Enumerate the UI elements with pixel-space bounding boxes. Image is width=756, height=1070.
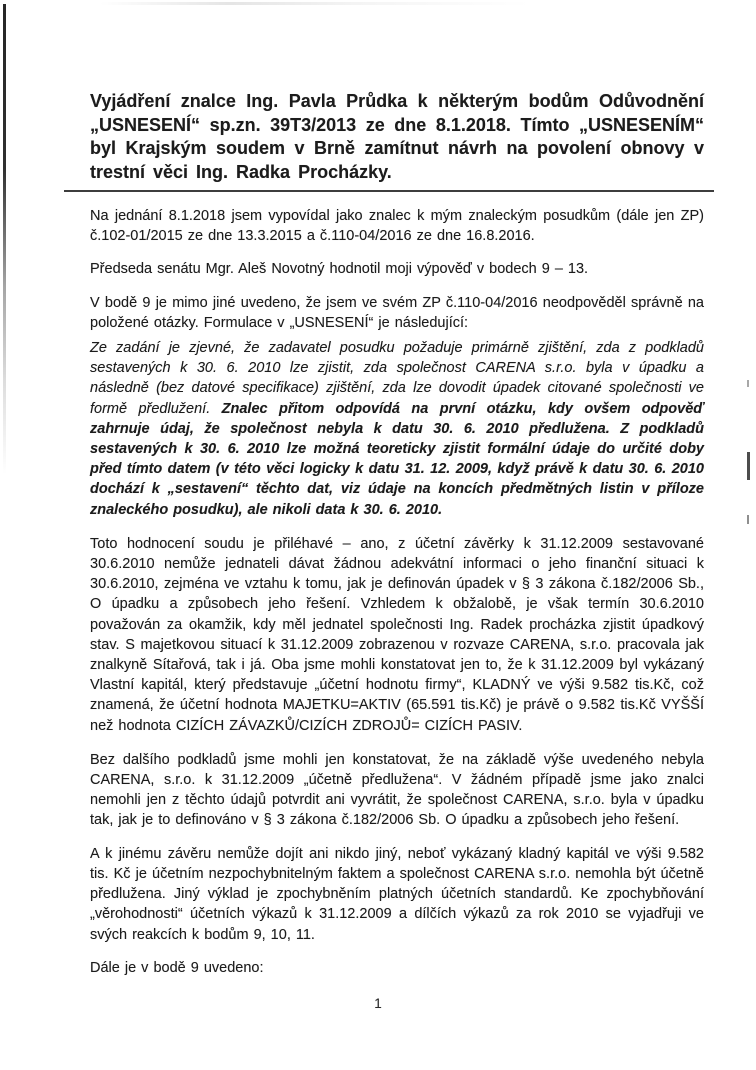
paragraph-no-further-documents: Bez dalšího podkladů jsme mohli jen konstatovat, že na základě výše uvedeného nebyla CARENA, s.r.o. k 31.12.2009 „účetně předlužena“. V žádném případě jsme jako znalci nemohli jen z těchto údajů potvrdit ani vyvrátit, že společnost CARENA, s.r.o. byla v úpadku tak, jak je to definováno v § 3 zákona č.182/2006 Sb. O úpadku a způsobech jeho řešení. (90, 751, 704, 829)
scan-artifact-right-dash-3 (747, 515, 749, 524)
paragraph-quoted-resolution (90, 338, 704, 520)
paragraph-point9-intro: V bodě 9 je mimo jiné uvedeno, že jsem ve svém ZP č.110-04/2016 neodpověděl správně na položené otázky. Formulace v „USNESENÍ“ je následující: (90, 294, 704, 331)
scan-artifact-right-dash-2 (747, 452, 750, 480)
paragraph-point9-further: Dále je v bodě 9 uvedeno: (90, 959, 264, 976)
heading-divider (64, 190, 714, 192)
paragraph-hearing-statement: Na jednání 8.1.2018 jsem vypovídal jako znalec k mým znaleckým posudkům (dále jen ZP) č.102-01/2015 ze dne 13.3.2015 a č.110-04/2016 ze dne 16.8.2016. (90, 208, 704, 245)
paragraph-presiding-judge: Předseda senátu Mgr. Aleš Novotný hodnotil moji výpověď v bodech 9 – 13. (90, 261, 589, 278)
scan-artifact-right-dash-1 (747, 380, 749, 387)
paragraph-court-assessment: Toto hodnocení soudu je přiléhavé – ano, z účetní závěrky k 31.12.2009 sestavované 30.6.2010 nemůže jednateli dávat žádnou adekvátní informaci o jeho finanční situaci k 30.6.2010, zejména ve vztahu k tomu, jak je definován úpadek v § 3 zákona č.182/2006 Sb., O úpadku a způsobech jeho řešení. Vzhledem k obžalobě, je však termín 30.6.2010 považován za okamžik, kdy měl jednatel společnosti Ing. Radek procházka zjistit úpadkový stav. S majetkovou situací k 31.12.2009 zobrazenou v rozvaze CARENA, s.r.o. pracovala jak znalkyně Sítařová, tak i já. Oba jsme mohli konstatovat jen to, že k 31.12.2009 byl vykázaný Vlastní kapitál, který představuje „účetní hodnotu firmy“, KLADNÝ ve výši 9.582 tis.Kč, což znamená, že účetní hodnota MAJETKU=AKTIV (65.591 tis.Kč) je právě o 9.582 tis.Kč VYŠŠÍ než hodnota CIZÍCH ZÁVAZKŮ/CIZÍCH ZDROJŮ= CIZÍCH PASIV. (90, 535, 704, 734)
page-number: 1 (374, 996, 382, 1011)
scan-artifact-top-smudge (100, 2, 530, 5)
document-body (90, 206, 704, 978)
quoted-resolution-bold-italic-part: Znalec přitom odpovídá na první otázku, kdy ovšem odpověď zahrnuje údaj, že společnost nebyla k datu 30. 6. 2010 předlužena. Z podkladů sestavených k 30. 6. 2010 lze možná teoreticky zjistit formální údaje do určité doby před tímto datem (v této věci logicky k datu 31. 12. 2009, když právě k datu 30. 6. 2010 dochází k „sestavení“ těchto dat, viz údaje na koncích předmětných listin v příloze znaleckého posudku), ale nikoli data k 30. 6. 2010. (90, 400, 704, 518)
scan-artifact-left-edge (3, 4, 6, 474)
paragraph-conclusion: A k jinému závěru nemůže dojít ani nikdo jiný, neboť vykázaný kladný kapitál ve výši 9.582 tis. Kč je účetním nezpochybnitelným faktem a společnost CARENA s.r.o. nemohla být účetně předlužena. Jiný výklad je zpochybněním platných účetních standardů. Ke zpochybňování „věrohodnosti“ účetních výkazů k 31.12.2009 a dílčích výkazů za rok 2010 se vyjadřuji ve svých reakcích k bodům 9, 10, 11. (90, 845, 704, 943)
document-title: Vyjádření znalce Ing. Pavla Průdka k některým bodům Odůvodnění „USNESENÍ“ sp.zn. 39T3/2013 ze dne 8.1.2018. Tímto „USNESENÍM“ byl Krajským soudem v Brně zamítnut návrh na povolení obnovy v trestní věci Ing. Radka Procházky. (90, 91, 704, 182)
quoted-resolution-italic-part: Ze zadání je zjevné, že zadavatel posudku požaduje primárně zjištění, zda z podkladů sestavených k 30. 6. 2010 lze zjistit, zda společnost CARENA s.r.o. byla v úpadku a následně (bez datové specifikace) zjištění, zda lze dovodit úpadek citované společnosti ve formě předlužení. (90, 340, 704, 417)
